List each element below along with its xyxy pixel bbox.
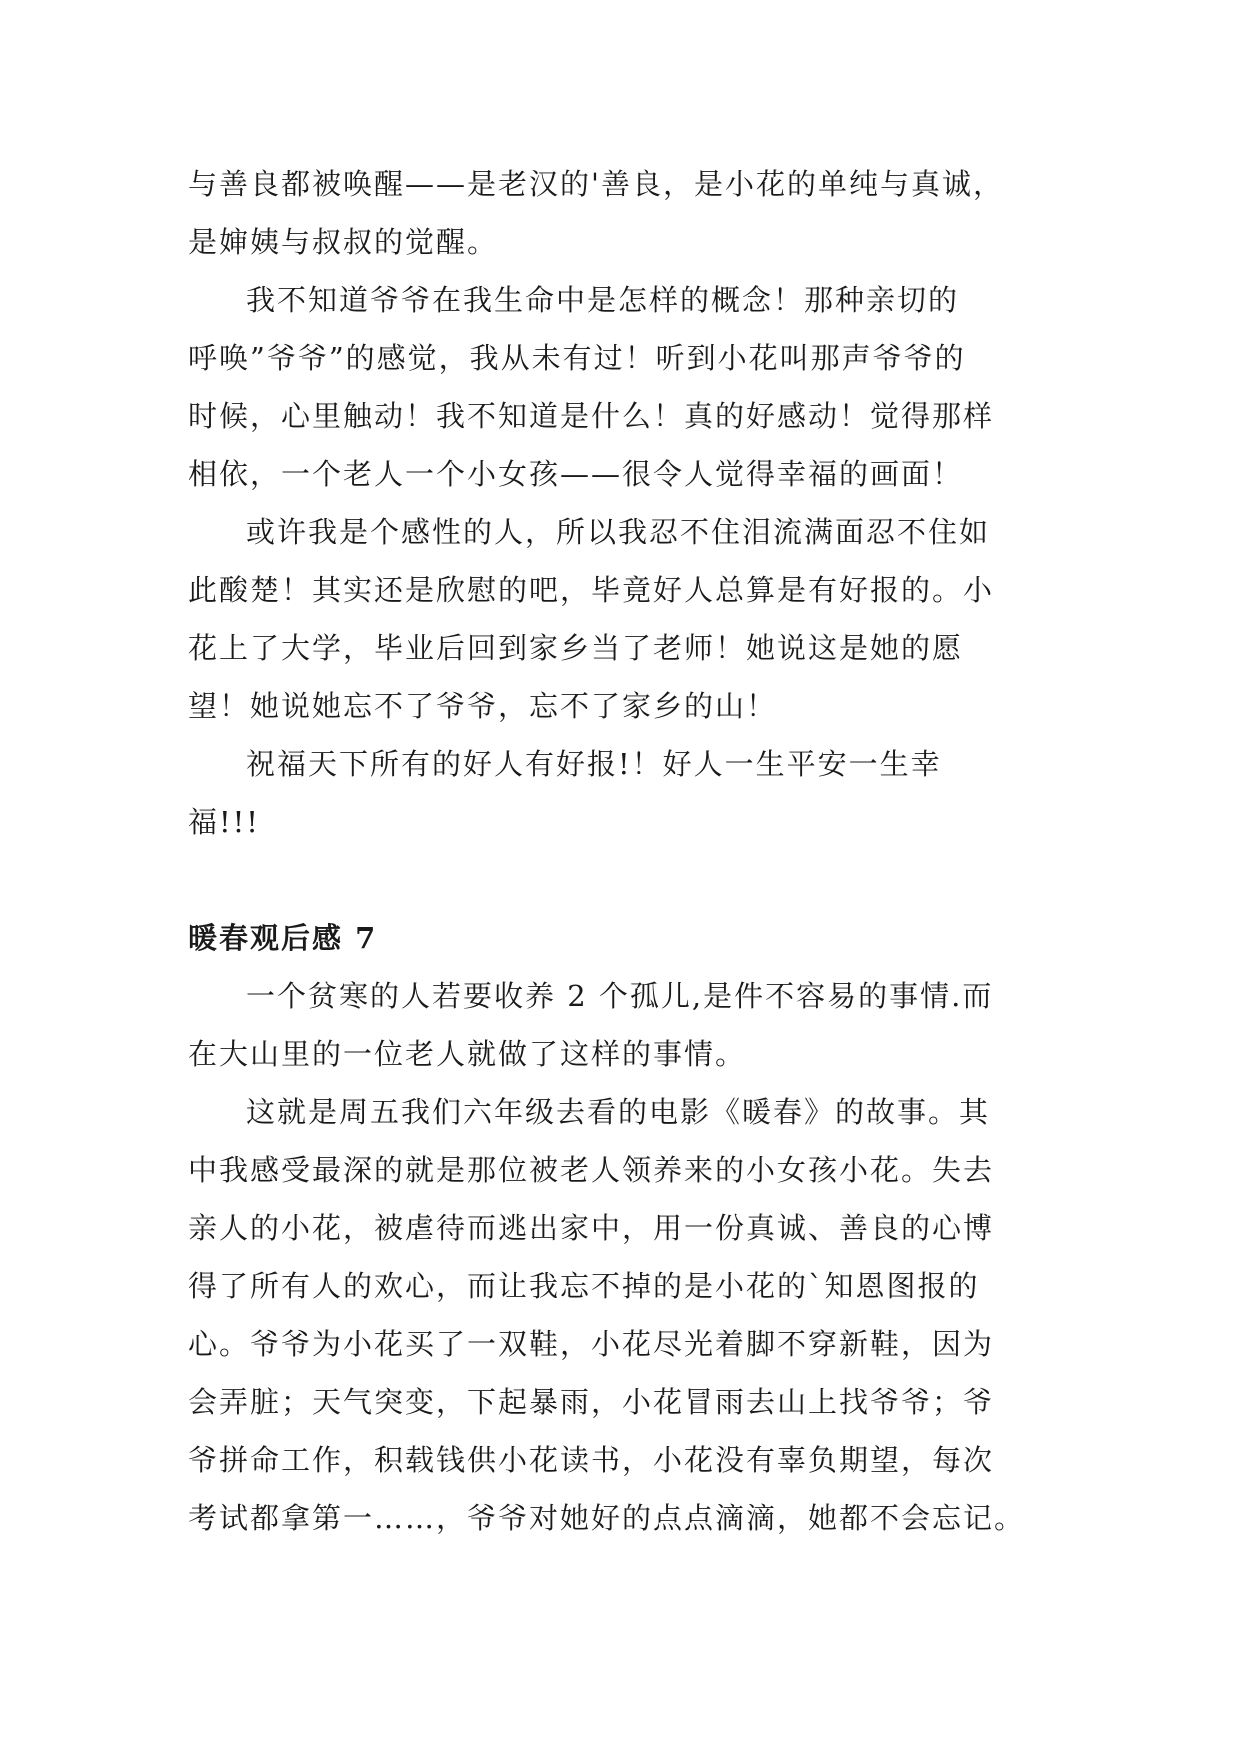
text-line: 与善良都被唤醒——是老汉的'善良，是小花的单纯与真诚， (188, 167, 1004, 201)
text-line: 中我感受最深的就是那位被老人领养来的小女孩小花。失去 (188, 1153, 995, 1187)
paragraph-1 (188, 155, 1058, 271)
text-line: 我不知道爷爷在我生命中是怎样的概念！那种亲切的 (246, 283, 960, 317)
text-line: 会弄脏；天气突变，下起暴雨，小花冒雨去山上找爷爷；爷 (188, 1385, 995, 1419)
text-line: 爷拼命工作，积载钱供小花读书，小花没有辜负期望，每次 (188, 1443, 995, 1477)
text-line: 呼唤”爷爷”的感觉，我从未有过！听到小花叫那声爷爷的 (188, 341, 966, 375)
text-line: 心。爷爷为小花买了一双鞋，小花尽光着脚不穿新鞋，因为 (188, 1327, 995, 1361)
text-line: 此酸楚！其实还是欣慰的吧，毕竟好人总算是有好报的。小 (188, 573, 995, 607)
document-page (188, 155, 1058, 1547)
section-heading: 暖春观后感 7 (188, 921, 378, 955)
text-line: 或许我是个感性的人，所以我忍不住泪流满面忍不住如 (246, 515, 991, 549)
paragraph-5 (188, 967, 1058, 1083)
text-line: 祝福天下所有的好人有好报!！好人一生平安一生幸 (246, 747, 942, 781)
paragraph-4 (188, 735, 1058, 851)
text-line: 得了所有人的欢心，而让我忘不掉的是小花的`知恩图报的 (188, 1269, 980, 1303)
section-gap (188, 851, 1058, 909)
text-line: 相依，一个老人一个小女孩——很令人觉得幸福的画面！ (188, 457, 964, 491)
text-line: 是婶姨与叔叔的觉醒。 (188, 225, 499, 259)
text-line: 这就是周五我们六年级去看的电影《暖春》的故事。其 (246, 1095, 991, 1129)
text-line: 福!!! (188, 805, 260, 839)
paragraph-3 (188, 503, 1058, 735)
text-line: 考试都拿第一……，爷爷对她好的点点滴滴，她都不会忘记。 (188, 1501, 1026, 1535)
paragraph-6 (188, 1083, 1058, 1547)
text-line: 在大山里的一位老人就做了这样的事情。 (188, 1037, 747, 1071)
paragraph-2 (188, 271, 1058, 503)
text-line: 花上了大学，毕业后回到家乡当了老师！她说这是她的愿 (188, 631, 964, 665)
text-line: 望！她说她忘不了爷爷，忘不了家乡的山！ (188, 689, 778, 723)
text-line: 亲人的小花，被虐待而逃出家中，用一份真诚、善良的心博 (188, 1211, 995, 1245)
text-line: 时候，心里触动！我不知道是什么！真的好感动！觉得那样 (188, 399, 995, 433)
text-line: 一个贫寒的人若要收养 2 个孤儿,是件不容易的事情.而 (246, 979, 994, 1013)
